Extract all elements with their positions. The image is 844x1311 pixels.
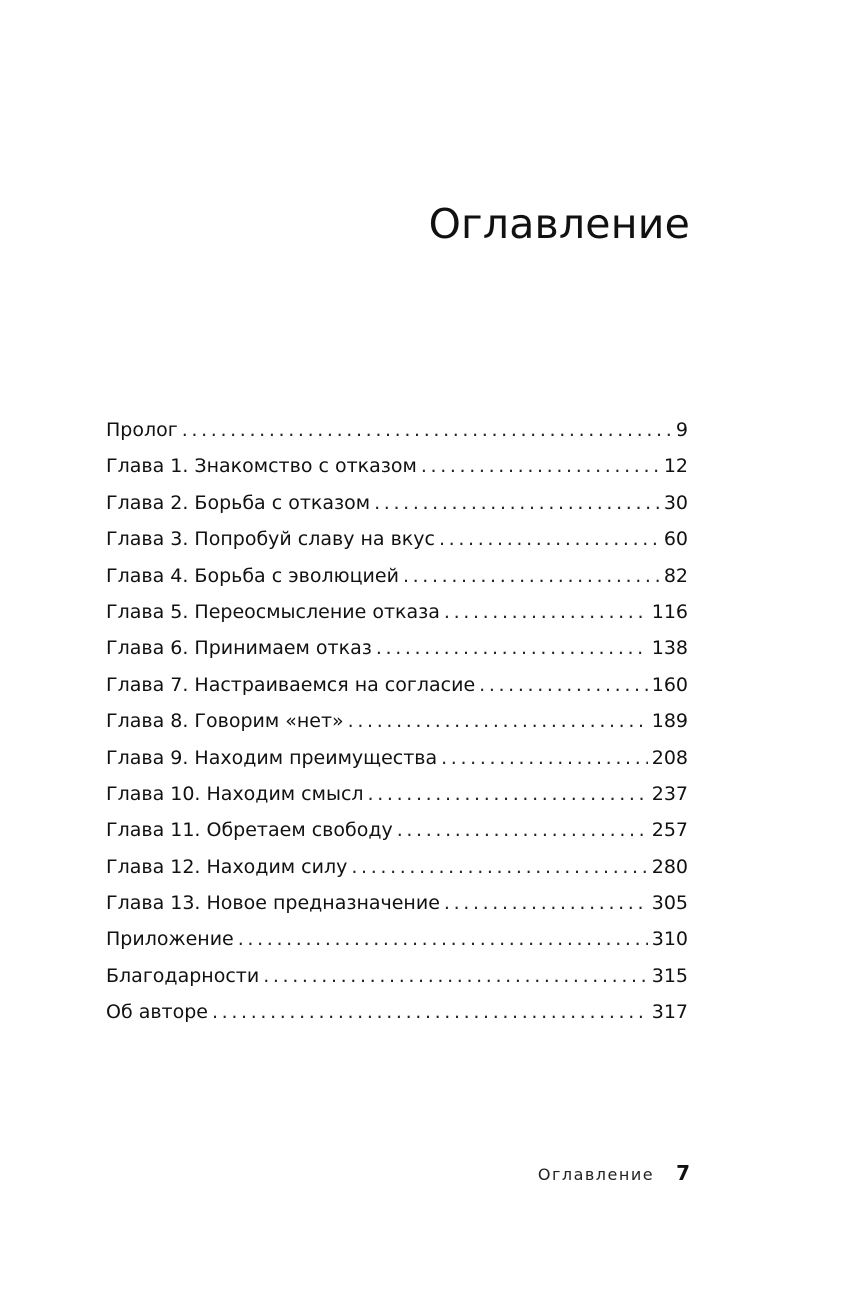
dot-leader (441, 740, 648, 776)
toc-entry-page: 60 (663, 528, 688, 551)
toc-entry-chapter-11 (106, 812, 688, 848)
toc-entry-title: Глава 6. Принимаем отказ (106, 637, 372, 660)
toc-entry-title: Глава 5. Переосмысление отказа (106, 600, 440, 623)
dot-leader (444, 594, 648, 630)
toc-entry-title: Глава 2. Борьба с отказом (106, 491, 371, 514)
toc-entry-appendix (106, 921, 688, 957)
footer-page-number: 7 (676, 1161, 690, 1185)
dot-leader (479, 667, 648, 703)
dot-leader (374, 485, 660, 521)
toc-entry-page: 310 (651, 928, 688, 951)
toc-entry-title: Приложение (106, 928, 234, 951)
toc-entry-title: Пролог (106, 419, 178, 441)
toc-entry-page: 116 (651, 600, 688, 623)
toc-entry-chapter-4 (106, 558, 688, 594)
toc-entry-page: 189 (651, 710, 688, 733)
dot-leader (403, 558, 660, 594)
toc-entry-title: Об авторе (106, 1001, 208, 1024)
toc-entry-title: Глава 9. Находим преимущества (106, 746, 438, 769)
toc-entry-page: 317 (651, 1001, 688, 1024)
dot-leader (212, 994, 648, 1030)
toc-entry-title: Глава 13. Новое предназначение (106, 892, 440, 915)
footer-section-label: Оглавление (537, 1165, 655, 1184)
toc-entry-page: 30 (663, 491, 688, 514)
page-title: Оглавление (428, 200, 690, 248)
dot-leader (263, 958, 648, 994)
toc-entry-page: 138 (651, 637, 688, 660)
toc-entry-title: Глава 10. Находим смысл (106, 782, 364, 805)
toc-entry-title: Глава 3. Попробуй славу на вкус (106, 528, 435, 551)
dot-leader (368, 776, 648, 812)
toc-entry-chapter-5 (106, 594, 688, 630)
toc-entry-chapter-7 (106, 667, 688, 703)
toc-entry-page: 12 (663, 455, 688, 478)
toc-entry-title: Глава 7. Настраиваемся на согласие (106, 673, 476, 696)
toc-entry-chapter-12 (106, 849, 688, 885)
toc-entry-prologue (106, 412, 688, 448)
toc-entry-page: 160 (651, 673, 688, 696)
dot-leader (376, 630, 648, 666)
toc-entry-chapter-2 (106, 485, 688, 521)
toc-entry-page: 315 (651, 964, 688, 987)
dot-leader (182, 412, 672, 448)
toc-entry-title: Благодарности (106, 964, 260, 987)
toc-entry-about-author (106, 994, 688, 1030)
dot-leader (439, 521, 660, 557)
toc-entry-page: 237 (651, 782, 688, 805)
toc-entry-title: Глава 1. Знакомство с отказом (106, 455, 417, 478)
toc-entry-acknowledgements (106, 958, 688, 994)
toc-entry-page: 257 (651, 819, 688, 842)
toc-entry-page: 305 (651, 892, 688, 915)
toc-entry-page: 82 (663, 564, 688, 587)
toc-entry-page: 208 (651, 746, 688, 769)
toc-entry-chapter-1 (106, 448, 688, 484)
toc-entry-chapter-13 (106, 885, 688, 921)
running-footer (538, 1161, 690, 1185)
dot-leader (397, 812, 648, 848)
dot-leader (421, 448, 660, 484)
table-of-contents (106, 412, 688, 1031)
toc-entry-chapter-3 (106, 521, 688, 557)
toc-entry-page: 280 (651, 855, 688, 878)
toc-entry-chapter-10 (106, 776, 688, 812)
toc-entry-chapter-6 (106, 630, 688, 666)
dot-leader (444, 885, 648, 921)
dot-leader (238, 921, 648, 957)
toc-entry-title: Глава 4. Борьба с эволюцией (106, 564, 399, 587)
toc-entry-chapter-9 (106, 740, 688, 776)
toc-entry-page: 9 (675, 419, 688, 441)
dot-leader (348, 703, 648, 739)
dot-leader (351, 849, 647, 885)
toc-entry-title: Глава 11. Обретаем свободу (106, 819, 393, 842)
toc-entry-title: Глава 8. Говорим «нет» (106, 710, 344, 733)
toc-entry-chapter-8 (106, 703, 688, 739)
toc-entry-title: Глава 12. Находим силу (106, 855, 348, 878)
